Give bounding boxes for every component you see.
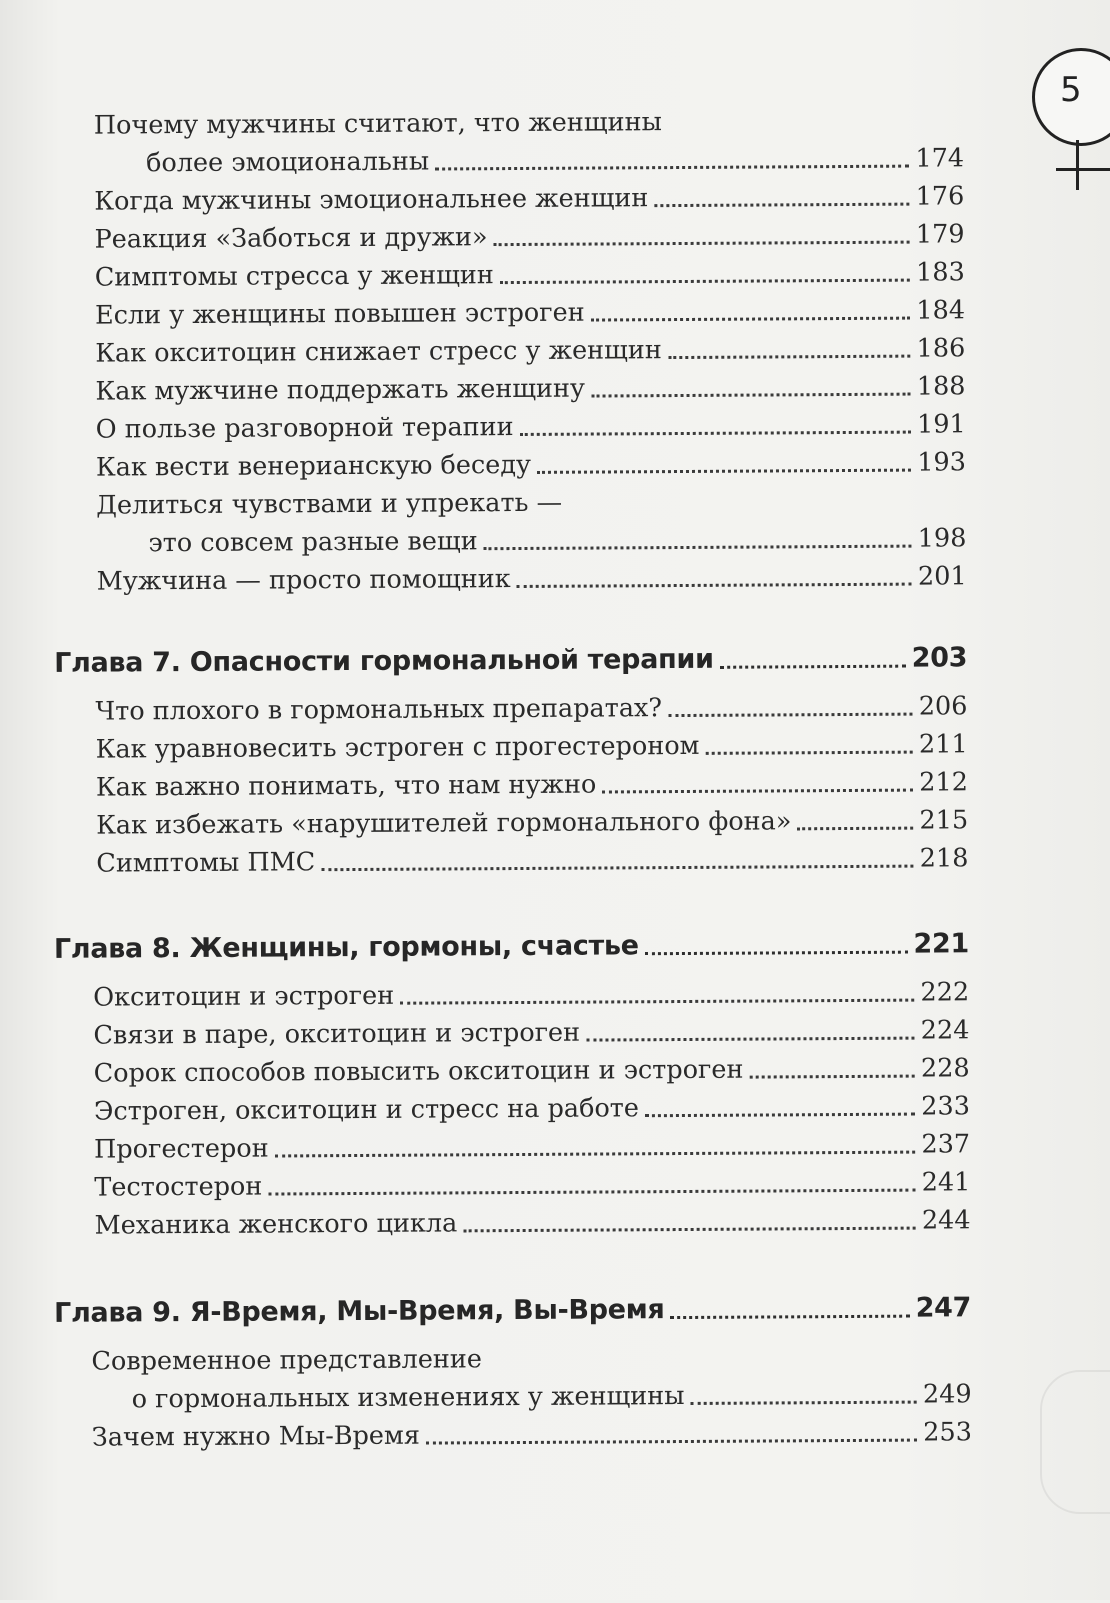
toc-entry-page: 198 — [917, 523, 967, 554]
leader-dots — [520, 430, 911, 436]
toc-entry-page: 222 — [920, 977, 970, 1008]
toc-entry-title: Связи в паре, окситоцин и эстроген — [93, 1017, 581, 1051]
toc-entry-page: 218 — [919, 843, 969, 874]
leader-dots — [484, 544, 912, 551]
toc-entry — [93, 1007, 969, 1050]
toc-entry-page: 241 — [921, 1167, 971, 1198]
toc-entry-page: 193 — [917, 447, 967, 478]
toc-entry — [96, 401, 966, 444]
toc-entry — [96, 759, 968, 802]
page-number-badge: 5 — [1060, 70, 1082, 110]
toc-entry — [94, 211, 964, 254]
toc-entry-title: Как окситоцин снижает стресс у женщин — [95, 335, 662, 369]
toc-entry-page: 176 — [915, 181, 965, 212]
toc-chapter-heading — [54, 635, 967, 679]
venus-cross-vertical — [1076, 140, 1079, 190]
leader-dots — [586, 1036, 915, 1042]
toc-entry — [94, 1045, 970, 1088]
toc-entry-title: Как уравновесить эстроген с прогестероном — [95, 730, 700, 765]
leader-dots — [517, 582, 912, 588]
leader-dots — [537, 468, 911, 474]
toc-entry-title: Симптомы стресса у женщин — [94, 260, 494, 293]
chapter-title: Глава 7. Опасности гормональной терапии — [54, 643, 714, 679]
toc-entry — [94, 1197, 970, 1240]
toc-entry-title: Как вести венерианскую беседу — [95, 449, 532, 483]
toc-entry-title: Реакция «Заботься и дружи» — [94, 222, 488, 255]
toc-entry-page: 253 — [923, 1417, 972, 1448]
toc-entry-page: 188 — [916, 371, 966, 402]
chapter-page: 203 — [911, 642, 968, 674]
toc-entry-title: Почему мужчины считают, что женщины — [93, 107, 662, 141]
toc-entry — [146, 135, 964, 178]
chapter-page: 221 — [913, 928, 969, 960]
leader-dots — [691, 1400, 917, 1405]
toc-entry — [95, 249, 965, 292]
toc-entry-title: Сорок способов повысить окситоцин и эстроген — [93, 1054, 744, 1089]
toc-entry-page: 244 — [921, 1205, 971, 1236]
toc-entry-title: Механика женского цикла — [94, 1208, 458, 1241]
leader-dots — [591, 316, 911, 322]
toc-entry-page: 228 — [920, 1053, 970, 1084]
toc-entry-title: Как избежать «нарушителей гормонального фона» — [96, 806, 792, 841]
toc-entry-title: О пользе разговорной терапии — [95, 412, 514, 445]
toc-entry-title: более эмоциональны — [146, 146, 430, 179]
toc-entry-page: 233 — [921, 1091, 970, 1122]
leader-dots — [706, 750, 914, 755]
leader-dots — [654, 202, 909, 208]
toc-entry-title: Зачем нужно Мы-Время — [91, 1420, 420, 1453]
toc-entry — [94, 1083, 970, 1126]
leader-dots — [321, 864, 913, 872]
leader-dots — [645, 1112, 915, 1118]
toc-entry-page: 201 — [917, 561, 967, 592]
toc-entry-title: Что плохого в гормональных препаратах? — [95, 693, 663, 727]
toc-chapter-heading — [54, 921, 969, 965]
toc-entry-title: Тестостерон — [94, 1171, 263, 1203]
toc-entry — [94, 1121, 970, 1164]
toc-entry — [96, 721, 968, 764]
toc-entry — [95, 325, 965, 368]
toc-entry-page: 224 — [920, 1015, 970, 1046]
toc-entry — [95, 363, 965, 406]
toc-entry-title: Как важно понимать, что нам нужно — [95, 769, 597, 803]
leader-dots — [668, 354, 911, 359]
toc-entry-title: Если у женщины повышен эстроген — [94, 297, 585, 331]
toc-entry-page: 186 — [916, 333, 966, 364]
toc-entry — [95, 287, 965, 330]
toc-entry — [94, 97, 964, 140]
chapter-title: Глава 9. Я-Время, Мы-Время, Вы-Время — [54, 1294, 665, 1329]
toc-entry-title: Окситоцин и эстроген — [93, 980, 395, 1013]
leader-dots — [749, 1074, 915, 1079]
leader-dots — [720, 664, 906, 669]
toc-entry — [96, 477, 966, 520]
toc-entry-page: 211 — [918, 729, 968, 760]
leader-dots — [591, 392, 911, 398]
chapter-page: 247 — [915, 1292, 972, 1324]
toc-entry — [92, 1409, 972, 1452]
leader-dots — [797, 826, 913, 831]
toc-entry-page: 191 — [916, 409, 966, 440]
toc-entry — [95, 683, 967, 726]
leader-dots — [668, 712, 913, 717]
toc-entry — [94, 173, 964, 216]
toc-entry — [97, 553, 967, 596]
leader-dots — [671, 1314, 910, 1319]
toc-entry-title: Делиться чувствами и упрекать — — [96, 487, 563, 521]
toc-entry-page: 237 — [921, 1129, 971, 1160]
toc-entry — [96, 835, 968, 878]
show-through-decoration — [1040, 1370, 1110, 1514]
leader-dots — [645, 950, 908, 956]
toc-entry-page: 179 — [915, 219, 965, 250]
toc-entry-page: 249 — [922, 1379, 972, 1410]
toc-entry-title: Прогестерон — [94, 1133, 269, 1165]
toc-entry-page: 206 — [918, 691, 968, 722]
toc-entry-title: Когда мужчины эмоциональнее женщин — [94, 183, 649, 217]
toc-entry — [96, 797, 968, 840]
toc-entry — [132, 1371, 972, 1414]
toc-entry-title: Эстроген, окситоцин и стресс на работе — [93, 1093, 640, 1127]
leader-dots — [602, 788, 913, 794]
toc-entry-page: 183 — [916, 257, 965, 288]
toc-entry-page: 215 — [919, 805, 969, 836]
toc-entry-title: это совсем разные вещи — [148, 526, 478, 559]
toc-entry — [91, 1333, 971, 1376]
toc-entry-page: 174 — [915, 143, 965, 174]
leader-dots — [435, 164, 909, 171]
toc-entry — [148, 515, 966, 558]
chapter-title: Глава 8. Женщины, гормоны, счастье — [53, 930, 639, 965]
toc-entry — [93, 969, 969, 1012]
toc-entry-page: 212 — [919, 767, 968, 798]
leader-dots — [268, 1188, 915, 1196]
leader-dots — [494, 240, 910, 247]
toc-entry — [94, 1159, 970, 1202]
leader-dots — [275, 1150, 916, 1158]
leader-dots — [426, 1438, 917, 1445]
toc-entry-title: Мужчина — просто помощник — [96, 564, 511, 597]
leader-dots — [400, 998, 914, 1005]
toc-entry-title: Современное представление — [91, 1344, 483, 1377]
leader-dots — [463, 1226, 916, 1233]
leader-dots — [500, 278, 910, 285]
toc-entry-title: о гормональных изменениях у женщины — [131, 1381, 685, 1415]
toc-chapter-heading — [54, 1285, 971, 1329]
toc-entry-title: Симптомы ПМС — [96, 847, 316, 879]
venus-cross-horizontal — [1056, 168, 1110, 171]
toc-entry — [96, 439, 966, 482]
toc-entry-title: Как мужчине поддержать женщину — [95, 373, 586, 407]
toc-entry-page: 184 — [916, 295, 966, 326]
